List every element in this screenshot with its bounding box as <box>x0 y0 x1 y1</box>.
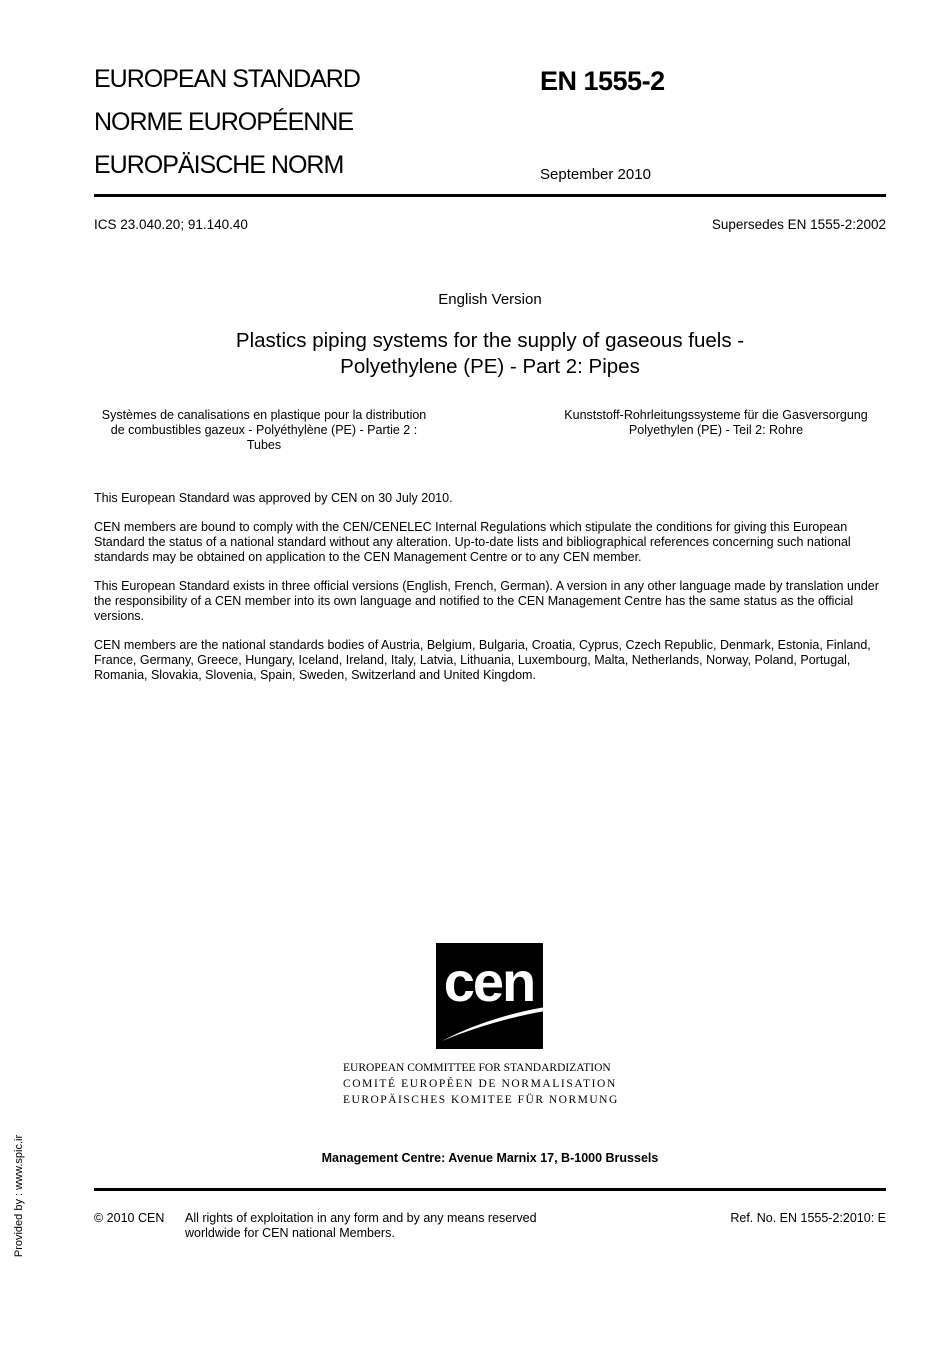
rights-line-2: worldwide for CEN national Members. <box>185 1226 395 1240</box>
provider-side-note: Provided by : www.spic.ir <box>13 1134 25 1258</box>
header-name-de: EUROPÄISCHE NORM <box>94 151 344 179</box>
management-centre: Management Centre: Avenue Marnix 17, B-1000 Brussels <box>321 1151 659 1165</box>
body-paragraphs <box>94 491 886 697</box>
french-title-line: Tubes <box>246 438 282 452</box>
document-title <box>94 328 886 380</box>
versions-paragraph: This European Standard exists in three official versions (English, French, German). A version in any other language made by translation under the responsibility of a CEN member into its own language and notified to the CEN Management Centre has the same status as the official versions. <box>94 579 879 623</box>
german-title <box>546 408 886 438</box>
header-name-en: EUROPEAN STANDARD <box>94 65 360 93</box>
reference-number: Ref. No. EN 1555-2:2010: E <box>730 1211 886 1225</box>
german-title-line: Kunststoff-Rohrleitungssysteme für die Gasversorgung <box>564 408 868 422</box>
members-paragraph: CEN members are the national standards bodies of Austria, Belgium, Bulgaria, Croatia, Cyprus, Czech Republic, Denmark, Estonia, Finland, France, Germany, Greece, Hungary, Iceland, Ireland, Italy, Latvia, Lithuania, Luxembourg, Malta, Netherlands, Norway, Poland, Portugal, Romania, Slovakia, Slovenia, Spain, Sweden, Switzerland and United Kingdom. <box>94 638 871 682</box>
cen-name-fr: COMITÉ EUROPÉEN DE NORMALISATION <box>343 1078 617 1090</box>
ics-codes: ICS 23.040.20; 91.140.40 <box>94 217 248 232</box>
approval-paragraph: This European Standard was approved by CEN on 30 July 2010. <box>94 491 453 505</box>
cen-logo <box>436 943 558 1049</box>
standard-number: EN 1555-2 <box>540 66 665 96</box>
version-label: English Version <box>438 291 542 308</box>
french-title-line: Systèmes de canalisations en plastique pour la distribution <box>101 408 427 422</box>
compliance-paragraph: CEN members are bound to comply with the CEN/CENELEC Internal Regulations which stipulate the conditions for giving this European Standard the status of a national standard without any alteration. Up-to-date lists and bibliographical references concerning such national standards may be obtained on application to the CEN Management Centre or to any CEN member. <box>94 520 851 564</box>
title-line-2: Polyethylene (PE) - Part 2: Pipes <box>340 355 640 378</box>
french-title <box>94 408 434 453</box>
cen-name-en: EUROPEAN COMMITTEE FOR STANDARDIZATION <box>343 1062 611 1074</box>
supersedes-note: Supersedes EN 1555-2:2002 <box>711 217 886 232</box>
copyright: © 2010 CEN <box>94 1211 165 1225</box>
footer-rule <box>94 1188 886 1191</box>
cen-name-de: EUROPÄISCHES KOMITEE FÜR NORMUNG <box>343 1094 619 1106</box>
header-rule <box>94 194 886 197</box>
french-title-line: de combustibles gazeux - Polyéthylène (PE) - Partie 2 : <box>110 423 418 437</box>
german-title-line: Polyethylen (PE) - Teil 2: Rohre <box>628 423 804 437</box>
title-line-1: Plastics piping systems for the supply of gaseous fuels - <box>235 329 745 352</box>
cen-logo-text: cen <box>443 950 535 1013</box>
rights-notice <box>185 1211 537 1241</box>
rights-line-1: All rights of exploitation in any form and by any means reserved <box>185 1211 537 1225</box>
header-name-fr: NORME EUROPÉENNE <box>94 108 354 136</box>
publication-date: September 2010 <box>540 166 651 183</box>
